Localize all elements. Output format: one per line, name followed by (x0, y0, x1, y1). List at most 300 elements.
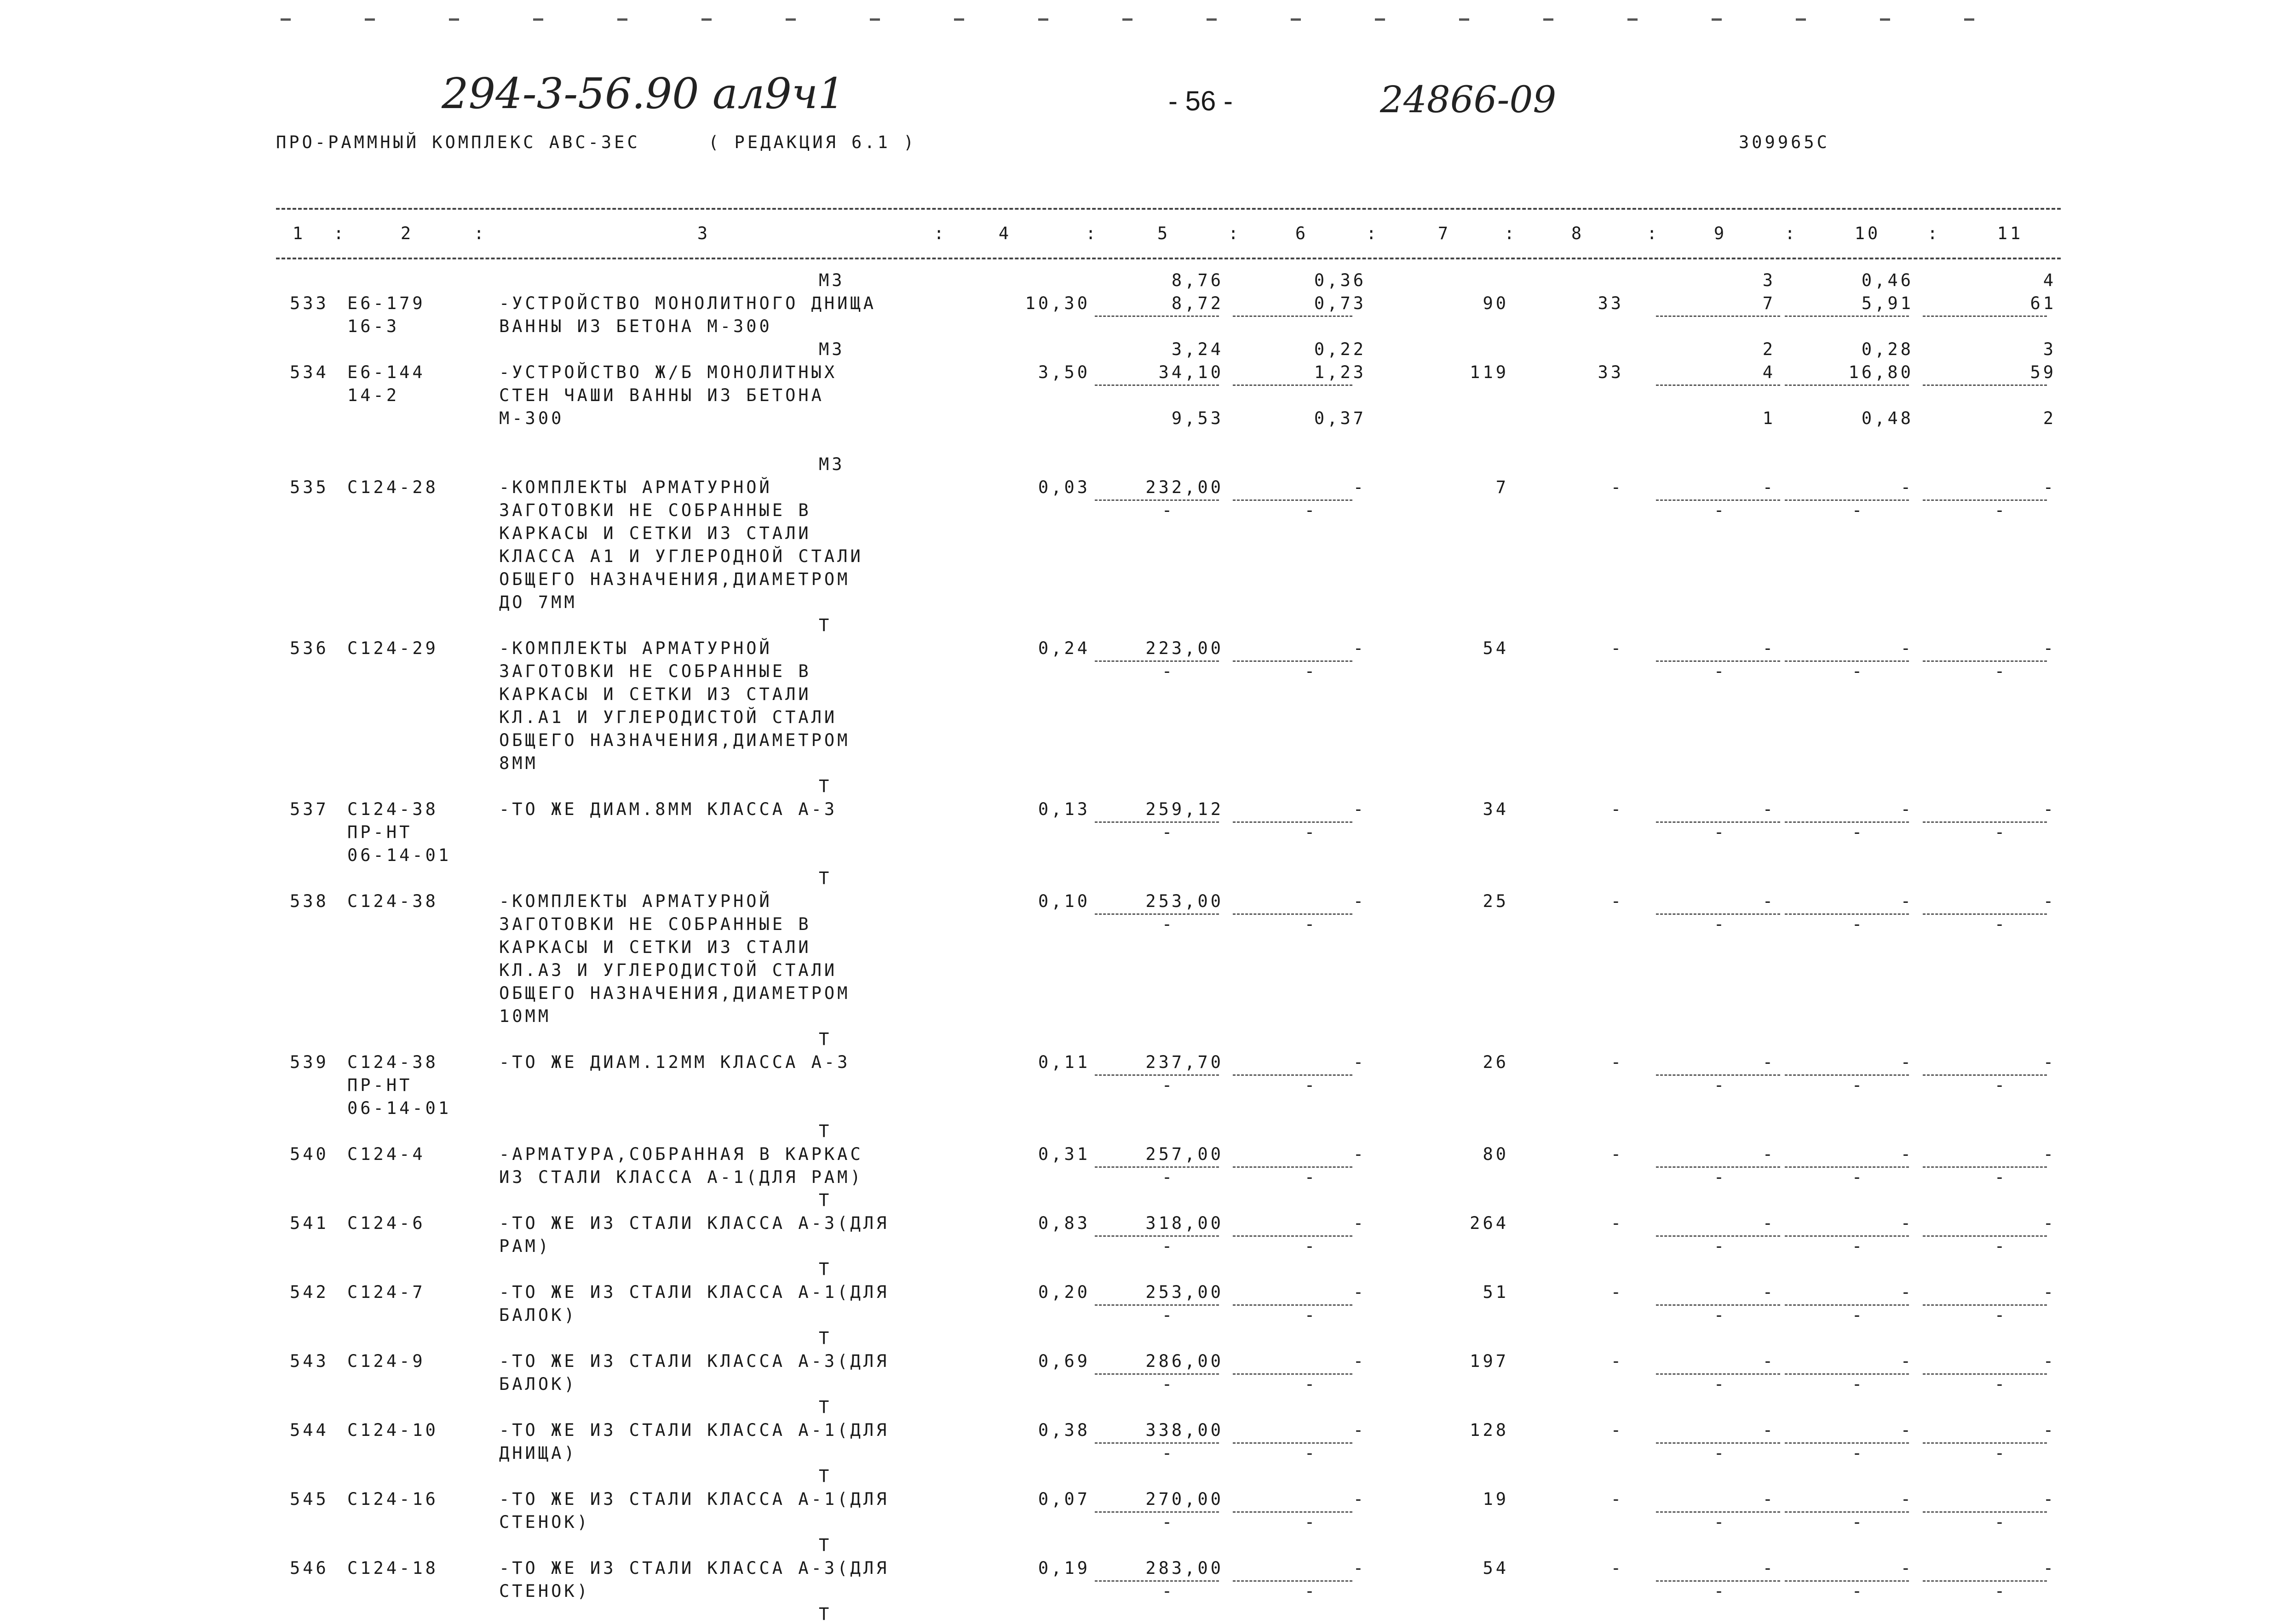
cost-underline (1233, 1166, 1352, 1168)
handwritten-reference: 294-3-56.90 ал9ч1 (442, 69, 845, 118)
page-number: - 56 - (1168, 86, 1233, 116)
cell-pre-9: 3 (1762, 270, 1776, 290)
empty-dash: - (1161, 661, 1175, 681)
column-separator: : (1086, 224, 1099, 243)
cell-pre-6: 0,36 (1314, 270, 1366, 290)
empty-dash: - (1713, 1581, 1727, 1601)
cell-post-10: 0,48 (1861, 408, 1914, 428)
work-description: ОБЩЕГО НАЗНАЧЕНИЯ,ДИАМЕТРОМ (499, 569, 851, 589)
cell-c10: - (1900, 1282, 1914, 1302)
column-separator: : (1504, 224, 1518, 243)
cost-underline (1095, 1074, 1219, 1076)
cell-c7: 197 (1470, 1351, 1509, 1371)
empty-dash: - (1994, 1374, 2008, 1394)
row-number: 536 (290, 638, 329, 658)
work-description: -ТО ЖЕ ИЗ СТАЛИ КЛАССА А-3(ДЛЯ (499, 1213, 890, 1233)
empty-dash: - (1994, 1512, 2008, 1532)
cell-pre-10: 0,46 (1861, 270, 1914, 290)
cell-post-5: 9,53 (1171, 408, 1224, 428)
cell-c10: - (1900, 1489, 1914, 1509)
empty-dash: - (1304, 1236, 1318, 1256)
empty-dash: - (1161, 1167, 1175, 1187)
empty-dash: - (1713, 1167, 1727, 1187)
resource-code: С124-29 (347, 638, 438, 658)
cell-c8: - (1610, 891, 1624, 911)
cell-c7: 80 (1483, 1144, 1509, 1164)
cell-pre-6: 0,22 (1314, 339, 1366, 359)
cell-c9: - (1762, 1351, 1776, 1371)
work-description: ДО 7ММ (499, 592, 577, 612)
unit-label: Т (819, 1466, 832, 1486)
column-header: 5 (1157, 224, 1171, 243)
cell-c9: - (1762, 1144, 1776, 1164)
cell-c5: 253,00 (1145, 891, 1224, 911)
cell-pre-11: 3 (2043, 339, 2056, 359)
cell-pre-5: 3,24 (1171, 339, 1224, 359)
empty-dash: - (1851, 1581, 1865, 1601)
cell-c6: - (1353, 1213, 1366, 1233)
empty-dash: - (1304, 1075, 1318, 1095)
resource-code: 06-14-01 (347, 845, 452, 865)
empty-dash: - (1161, 1236, 1175, 1256)
work-description: КАРКАСЫ И СЕТКИ ИЗ СТАЛИ (499, 684, 811, 704)
column-header: 2 (400, 224, 414, 243)
cell-post-11: 2 (2043, 408, 2056, 428)
cell-c6: - (1353, 477, 1366, 497)
cost-underline (1233, 1580, 1352, 1582)
unit-label: М3 (819, 270, 845, 290)
work-description: -ТО ЖЕ ИЗ СТАЛИ КЛАССА А-1(ДЛЯ (499, 1282, 890, 1302)
cost-underline (1923, 384, 2047, 386)
work-description: -КОМПЛЕКТЫ АРМАТУРНОЙ (499, 477, 772, 497)
empty-dash: - (1713, 1305, 1727, 1325)
cell-c10: - (1900, 799, 1914, 819)
cost-underline (1785, 316, 1909, 317)
row-number: 541 (290, 1213, 329, 1233)
cell-c7: 34 (1483, 799, 1509, 819)
cost-underline (1095, 1304, 1219, 1306)
unit-label: Т (819, 868, 832, 888)
cost-underline (1785, 1074, 1909, 1076)
cell-c6: - (1353, 638, 1366, 658)
work-description: -ТО ЖЕ ИЗ СТАЛИ КЛАССА А-3(ДЛЯ (499, 1558, 890, 1578)
cell-c11: 59 (2030, 362, 2056, 382)
cell-c7: 90 (1483, 293, 1509, 313)
empty-dash: - (1161, 1443, 1175, 1463)
empty-dash: - (1161, 822, 1175, 842)
cell-qty: 0,69 (1038, 1351, 1090, 1371)
empty-dash: - (1851, 1512, 1865, 1532)
cell-c9: 4 (1762, 362, 1776, 382)
row-number: 544 (290, 1420, 329, 1440)
cell-c6: - (1353, 1489, 1366, 1509)
cost-underline (1095, 1373, 1219, 1375)
empty-dash: - (1713, 1075, 1727, 1095)
work-description: -ТО ЖЕ ДИАМ.8ММ КЛАССА А-3 (499, 799, 838, 819)
row-number: 546 (290, 1558, 329, 1578)
column-separator: : (1228, 224, 1242, 243)
cell-c5: 257,00 (1145, 1144, 1224, 1164)
cost-underline (1233, 1373, 1352, 1375)
cell-c10: - (1900, 1144, 1914, 1164)
cell-c8: - (1610, 477, 1624, 497)
cell-qty: 0,11 (1038, 1052, 1090, 1072)
cell-c5: 237,70 (1145, 1052, 1224, 1072)
resource-code: С124-38 (347, 1052, 438, 1072)
cell-c11: - (2043, 1558, 2056, 1578)
cell-c5: 259,12 (1145, 799, 1224, 819)
unit-label: М3 (819, 454, 845, 474)
work-description: -УСТРОЙСТВО МОНОЛИТНОГО ДНИЩА (499, 293, 877, 313)
cell-c11: - (2043, 1489, 2056, 1509)
cell-c9: - (1762, 1282, 1776, 1302)
cell-c9: 7 (1762, 293, 1776, 313)
perforation-tick (1207, 18, 1217, 21)
column-header: 10 (1854, 224, 1881, 243)
empty-dash: - (1994, 1075, 2008, 1095)
program-title: ПРО-РАММНЫЙ КОМПЛЕКС АВС-3ЕС (276, 132, 640, 152)
cell-c5: 34,10 (1158, 362, 1224, 382)
empty-dash: - (1304, 661, 1318, 681)
cell-c6: 0,73 (1314, 293, 1366, 313)
empty-dash: - (1304, 500, 1318, 520)
column-separator: : (934, 224, 947, 243)
empty-dash: - (1994, 914, 2008, 934)
cell-c8: - (1610, 1282, 1624, 1302)
column-header: 7 (1437, 224, 1451, 243)
resource-code: ПР-НТ (347, 822, 413, 842)
cost-underline (1923, 1304, 2047, 1306)
unit-label: Т (819, 1397, 832, 1417)
cell-c11: - (2043, 891, 2056, 911)
unit-label: М3 (819, 339, 845, 359)
cell-post-6: 0,37 (1314, 408, 1366, 428)
cost-underline (1095, 660, 1219, 662)
empty-dash: - (1304, 1305, 1318, 1325)
edition: ( РЕДАКЦИЯ 6.1 ) (708, 132, 917, 152)
cell-c9: - (1762, 638, 1776, 658)
cell-c8: - (1610, 1420, 1624, 1440)
column-header: 9 (1713, 224, 1727, 243)
resource-code: С124-38 (347, 799, 438, 819)
empty-dash: - (1713, 661, 1727, 681)
empty-dash: - (1161, 1512, 1175, 1532)
cost-underline (1785, 1235, 1909, 1237)
cell-c9: - (1762, 799, 1776, 819)
cost-underline (1785, 1511, 1909, 1513)
work-description: КАРКАСЫ И СЕТКИ ИЗ СТАЛИ (499, 937, 811, 957)
cost-underline (1233, 913, 1352, 915)
perforation-tick (1880, 18, 1890, 21)
cell-c6: - (1353, 1351, 1366, 1371)
cost-underline (1923, 1373, 2047, 1375)
cost-underline (1923, 913, 2047, 915)
cell-c10: - (1900, 891, 1914, 911)
cell-c11: - (2043, 1144, 2056, 1164)
cell-pre-11: 4 (2043, 270, 2056, 290)
empty-dash: - (1851, 1075, 1865, 1095)
cell-c7: 19 (1483, 1489, 1509, 1509)
work-description: ОБЩЕГО НАЗНАЧЕНИЯ,ДИАМЕТРОМ (499, 983, 851, 1003)
cell-c7: 128 (1470, 1420, 1509, 1440)
row-number: 538 (290, 891, 329, 911)
empty-dash: - (1161, 914, 1175, 934)
cell-c8: - (1610, 1489, 1624, 1509)
resource-code: С124-38 (347, 891, 438, 911)
cost-underline (1233, 1074, 1352, 1076)
cell-qty: 0,19 (1038, 1558, 1090, 1578)
cost-underline (1785, 1580, 1909, 1582)
cell-c5: 286,00 (1145, 1351, 1224, 1371)
cell-c6: 1,23 (1314, 362, 1366, 382)
empty-dash: - (1161, 1581, 1175, 1601)
cell-c7: 26 (1483, 1052, 1509, 1072)
perforation-tick (533, 18, 543, 21)
cell-qty: 0,31 (1038, 1144, 1090, 1164)
cost-underline (1923, 1166, 2047, 1168)
cell-c7: 119 (1470, 362, 1509, 382)
work-description: ОБЩЕГО НАЗНАЧЕНИЯ,ДИАМЕТРОМ (499, 730, 851, 750)
cell-c10: - (1900, 1558, 1914, 1578)
row-number: 534 (290, 362, 329, 382)
cost-underline (1095, 1511, 1219, 1513)
perforation-tick (617, 18, 627, 21)
work-description: КЛАССА А1 И УГЛЕРОДНОЙ СТАЛИ (499, 546, 863, 566)
perforation-tick (365, 18, 375, 21)
empty-dash: - (1851, 661, 1865, 681)
row-number: 542 (290, 1282, 329, 1302)
cell-c5: 283,00 (1145, 1558, 1224, 1578)
unit-label: Т (819, 1029, 832, 1049)
resource-code: 06-14-01 (347, 1098, 452, 1118)
resource-code: 14-2 (347, 385, 400, 405)
cell-c5: 8,72 (1171, 293, 1224, 313)
empty-dash: - (1994, 1443, 2008, 1463)
empty-dash: - (1713, 914, 1727, 934)
column-header: 8 (1571, 224, 1585, 243)
cell-pre-9: 2 (1762, 339, 1776, 359)
cell-qty: 0,20 (1038, 1282, 1090, 1302)
perforation-tick (1122, 18, 1132, 21)
perforation-tick (1543, 18, 1553, 21)
cell-c11: - (2043, 1351, 2056, 1371)
cell-qty: 3,50 (1038, 362, 1090, 382)
cell-qty: 0,13 (1038, 799, 1090, 819)
cost-underline (1233, 1442, 1352, 1444)
empty-dash: - (1713, 500, 1727, 520)
cell-c11: - (2043, 1420, 2056, 1440)
cost-underline (1923, 821, 2047, 823)
column-separator: : (333, 224, 347, 243)
cell-c5: 270,00 (1145, 1489, 1224, 1509)
cell-c8: - (1610, 799, 1624, 819)
work-description: ИЗ СТАЛИ КЛАССА А-1(ДЛЯ РАМ) (499, 1167, 863, 1187)
cell-c5: 223,00 (1145, 638, 1224, 658)
work-description: -ТО ЖЕ ДИАМ.12ММ КЛАССА А-3 (499, 1052, 851, 1072)
empty-dash: - (1713, 1512, 1727, 1532)
cell-c11: - (2043, 1213, 2056, 1233)
unit-label: Т (819, 615, 832, 635)
work-description: -ТО ЖЕ ИЗ СТАЛИ КЛАССА А-3(ДЛЯ (499, 1351, 890, 1371)
cell-pre-10: 0,28 (1861, 339, 1914, 359)
cost-underline (1923, 1511, 2047, 1513)
cost-underline (1656, 316, 1780, 317)
empty-dash: - (1713, 1236, 1727, 1256)
row-number: 543 (290, 1351, 329, 1371)
empty-dash: - (1304, 1512, 1318, 1532)
cell-c6: - (1353, 799, 1366, 819)
work-description: ВАННЫ ИЗ БЕТОНА М-300 (499, 316, 772, 336)
cell-c7: 54 (1483, 638, 1509, 658)
work-description: -АРМАТУРА,СОБРАННАЯ В КАРКАС (499, 1144, 863, 1164)
cost-underline (1923, 1235, 2047, 1237)
work-description: КЛ.А1 И УГЛЕРОДИСТОЙ СТАЛИ (499, 707, 838, 727)
resource-code: С124-28 (347, 477, 438, 497)
cost-underline (1095, 316, 1219, 317)
cell-c8: - (1610, 1144, 1624, 1164)
cell-c6: - (1353, 1144, 1366, 1164)
cell-c6: - (1353, 891, 1366, 911)
empty-dash: - (1994, 1305, 2008, 1325)
empty-dash: - (1304, 1443, 1318, 1463)
cell-c10: - (1900, 1052, 1914, 1072)
empty-dash: - (1851, 1167, 1865, 1187)
cost-underline (1095, 384, 1219, 386)
cost-underline (1923, 499, 2047, 501)
cost-underline (1095, 913, 1219, 915)
cost-underline (1785, 913, 1909, 915)
row-number: 535 (290, 477, 329, 497)
work-description: СТЕНОК) (499, 1512, 590, 1532)
empty-dash: - (1994, 1167, 2008, 1187)
work-description: БАЛОК) (499, 1374, 577, 1394)
work-description: 10ММ (499, 1006, 552, 1026)
cell-c9: - (1762, 1558, 1776, 1578)
empty-dash: - (1994, 1581, 2008, 1601)
perforation-tick (870, 18, 880, 21)
cell-c7: 51 (1483, 1282, 1509, 1302)
empty-dash: - (1713, 1443, 1727, 1463)
work-description: -УСТРОЙСТВО Ж/Б МОНОЛИТНЫХ (499, 362, 838, 382)
header-rule-top (276, 208, 2061, 210)
cost-underline (1923, 1580, 2047, 1582)
perforation-tick (1375, 18, 1385, 21)
work-description: 8ММ (499, 753, 538, 773)
cost-underline (1785, 499, 1909, 501)
unit-label: Т (819, 1121, 832, 1141)
cost-underline (1095, 499, 1219, 501)
column-header: 1 (292, 224, 306, 243)
cost-underline (1923, 1442, 2047, 1444)
cost-underline (1233, 316, 1352, 317)
cell-c9: - (1762, 1213, 1776, 1233)
row-number: 540 (290, 1144, 329, 1164)
cost-underline (1233, 499, 1352, 501)
row-number: 533 (290, 293, 329, 313)
empty-dash: - (1851, 914, 1865, 934)
cost-underline (1233, 660, 1352, 662)
cell-c6: - (1353, 1420, 1366, 1440)
empty-dash: - (1851, 500, 1865, 520)
unit-label: Т (819, 776, 832, 796)
cost-underline (1233, 1511, 1352, 1513)
header-rule-bottom (276, 258, 2061, 259)
work-description: ЗАГОТОВКИ НЕ СОБРАННЫЕ В (499, 500, 811, 520)
resource-code: ПР-НТ (347, 1075, 413, 1095)
cell-c10: - (1900, 638, 1914, 658)
cell-c7: 54 (1483, 1558, 1509, 1578)
cell-c10: 5,91 (1861, 293, 1914, 313)
work-description: ЗАГОТОВКИ НЕ СОБРАННЫЕ В (499, 661, 811, 681)
cell-c8: - (1610, 1351, 1624, 1371)
unit-label: Т (819, 1535, 832, 1555)
row-number: 545 (290, 1489, 329, 1509)
cell-c10: 16,80 (1848, 362, 1914, 382)
cell-c11: - (2043, 477, 2056, 497)
cell-qty: 0,38 (1038, 1420, 1090, 1440)
empty-dash: - (1851, 822, 1865, 842)
cell-c5: 338,00 (1145, 1420, 1224, 1440)
cell-c11: - (2043, 638, 2056, 658)
unit-label: Т (819, 1259, 832, 1279)
work-description: РАМ) (499, 1236, 552, 1256)
cost-underline (1785, 384, 1909, 386)
document-number: 309965С (1739, 132, 1830, 152)
work-description: СТЕН ЧАШИ ВАННЫ ИЗ БЕТОНА (499, 385, 824, 405)
resource-code: С124-10 (347, 1420, 438, 1440)
cell-c10: - (1900, 1351, 1914, 1371)
column-separator: : (474, 224, 487, 243)
cell-pre-5: 8,76 (1171, 270, 1224, 290)
perforation-tick (1459, 18, 1469, 21)
resource-code: С124-6 (347, 1213, 425, 1233)
empty-dash: - (1304, 1374, 1318, 1394)
cell-c8: - (1610, 1213, 1624, 1233)
work-description: -КОМПЛЕКТЫ АРМАТУРНОЙ (499, 638, 772, 658)
work-description: ЗАГОТОВКИ НЕ СОБРАННЫЕ В (499, 914, 811, 934)
cost-underline (1785, 1442, 1909, 1444)
empty-dash: - (1161, 1374, 1175, 1394)
column-header: 11 (1997, 224, 2023, 243)
empty-dash: - (1304, 914, 1318, 934)
perforation-tick (786, 18, 796, 21)
cell-qty: 10,30 (1025, 293, 1090, 313)
cost-underline (1095, 1235, 1219, 1237)
cell-qty: 0,07 (1038, 1489, 1090, 1509)
cell-c8: - (1610, 638, 1624, 658)
cell-c9: - (1762, 1489, 1776, 1509)
cell-c11: - (2043, 799, 2056, 819)
cost-underline (1785, 660, 1909, 662)
cell-c7: 7 (1495, 477, 1509, 497)
column-header: 6 (1295, 224, 1309, 243)
perforation-tick (1038, 18, 1048, 21)
cost-underline (1656, 384, 1780, 386)
column-separator: : (1647, 224, 1660, 243)
cell-c11: - (2043, 1052, 2056, 1072)
empty-dash: - (1161, 1305, 1175, 1325)
empty-dash: - (1713, 822, 1727, 842)
row-number: 539 (290, 1052, 329, 1072)
resource-code: Е6-144 (347, 362, 425, 382)
cost-underline (1785, 1166, 1909, 1168)
unit-label: Т (819, 1190, 832, 1210)
cell-c11: 61 (2030, 293, 2056, 313)
empty-dash: - (1161, 500, 1175, 520)
handwritten-code: 24866-09 (1380, 78, 1557, 121)
cell-c9: - (1762, 1052, 1776, 1072)
cell-c9: - (1762, 891, 1776, 911)
